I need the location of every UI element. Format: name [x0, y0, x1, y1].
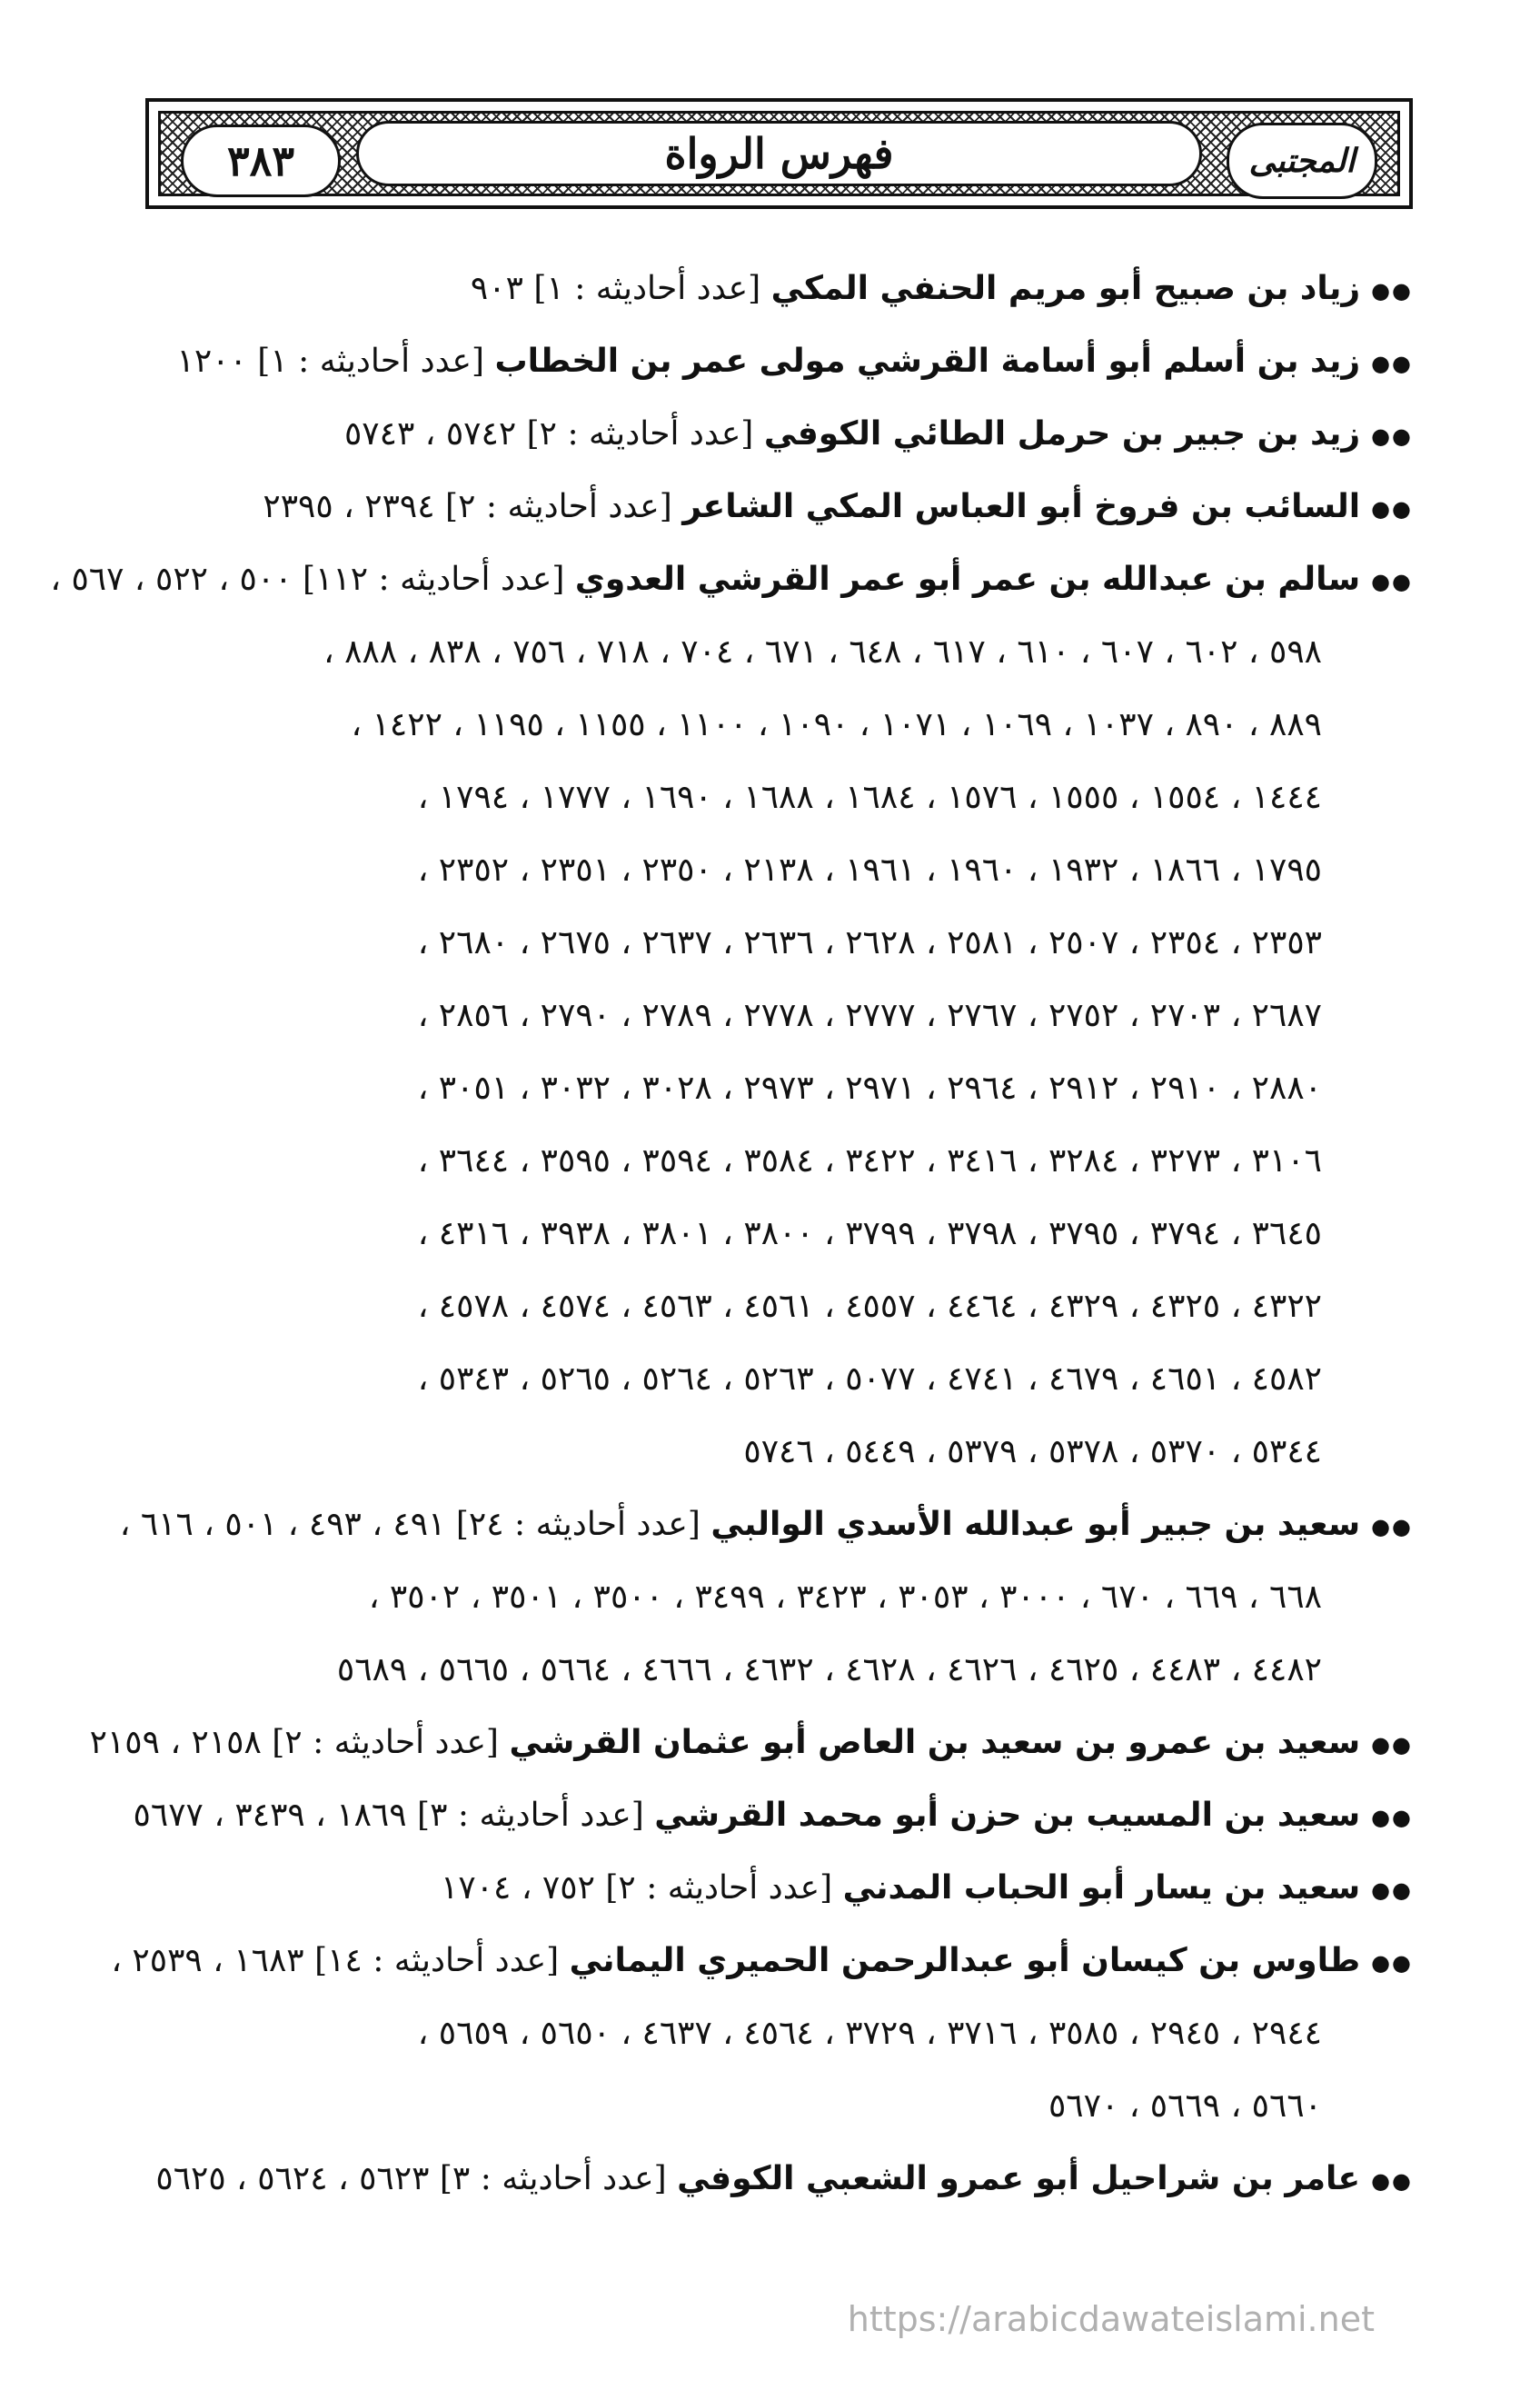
hadith-numbers: ٥٦٢٣ ، ٥٦٢٤ ، ٥٦٢٥ — [155, 2160, 430, 2197]
bullet-icon: ●● — [1371, 2168, 1413, 2194]
continuation-line: ٤٣٢٢ ، ٤٣٢٥ ، ٤٣٢٩ ، ٤٤٦٤ ، ٤٥٥٧ ، ٤٥٦١ ، ٤٥٦٣ ، ٤٥٧٤ ، ٤٥٧٨ ، — [417, 1288, 1322, 1325]
hadith-count: [عدد أحاديثه : ١١٢] — [303, 561, 565, 598]
continuation-line: ٢٨٨٠ ، ٢٩١٠ ، ٢٩١٢ ، ٢٩٦٤ ، ٢٩٧١ ، ٢٩٧٣ ، ٣٠٢٨ ، ٣٠٣٢ ، ٣٠٥١ ، — [417, 1070, 1322, 1107]
hadith-numbers: ١٦٨٣ ، ٢٥٣٩ ، — [111, 1942, 304, 1979]
bullet-icon: ●● — [1371, 423, 1413, 449]
narrator-name: سعيد بن عمرو بن سعيد بن العاص أبو عثمان القرشي — [509, 1724, 1361, 1761]
entry-line — [145, 2143, 1413, 2216]
hadith-numbers: ٢١٥٨ ، ٢١٥٩ — [89, 1724, 262, 1761]
entry-line — [133, 1779, 1413, 1852]
continuation-line: ٣٦٤٥ ، ٣٧٩٤ ، ٣٧٩٥ ، ٣٧٩٨ ، ٣٧٩٩ ، ٣٨٠٠ ، ٣٨٠١ ، ٣٩٣٨ ، ٤٣١٦ ، — [417, 1215, 1322, 1252]
bullet-icon: ●● — [1371, 1514, 1413, 1539]
entry-line — [89, 1707, 1413, 1779]
entry-line — [145, 253, 1413, 325]
bullet-icon: ●● — [1371, 1877, 1413, 1903]
entry-line — [119, 1489, 1413, 1561]
entry-line — [145, 325, 1413, 398]
narrators-index — [50, 253, 1413, 2216]
continuation-line: ٥٩٨ ، ٦٠٢ ، ٦٠٧ ، ٦١٠ ، ٦١٧ ، ٦٤٨ ، ٦٧١ ، ٧٠٤ ، ٧١٨ ، ٧٥٦ ، ٨٣٨ ، ٨٨٨ ، — [323, 633, 1322, 671]
continuation-line: ٤٥٨٢ ، ٤٦٥١ ، ٤٦٧٩ ، ٤٧٤١ ، ٥٠٧٧ ، ٥٢٦٣ ، ٥٢٦٤ ، ٥٢٦٥ ، ٥٣٤٣ ، — [417, 1360, 1322, 1398]
bullet-icon: ●● — [1371, 1805, 1413, 1830]
continuation-line: ٣١٠٦ ، ٣٢٧٣ ، ٣٢٨٤ ، ٣٤١٦ ، ٣٤٢٢ ، ٣٥٨٤ ، ٣٥٩٤ ، ٣٥٩٥ ، ٣٦٤٤ ، — [417, 1142, 1322, 1180]
bullet-icon: ●● — [1371, 1732, 1413, 1758]
hadith-numbers: ٢٣٩٤ ، ٢٣٩٥ — [263, 488, 435, 525]
continuation-line: ٢٣٥٣ ، ٢٣٥٤ ، ٢٥٠٧ ، ٢٥٨١ ، ٢٦٢٨ ، ٢٦٣٦ ، ٢٦٣٧ ، ٢٦٧٥ ، ٢٦٨٠ ، — [417, 924, 1322, 961]
entry-line — [145, 471, 1413, 543]
hadith-numbers: ٧٥٢ ، ١٧٠٤ — [441, 1869, 595, 1907]
continuation-line: ٥٣٤٤ ، ٥٣٧٠ ، ٥٣٧٨ ، ٥٣٧٩ ، ٥٤٤٩ ، ٥٧٤٦ — [743, 1433, 1322, 1470]
entry-line — [145, 1852, 1413, 1925]
bullet-icon: ●● — [1371, 496, 1413, 522]
hadith-numbers: ٩٠٣ — [470, 270, 523, 307]
narrator-entry — [133, 1779, 1413, 1852]
hadith-count: [عدد أحاديثه : ٢] — [272, 1724, 499, 1761]
narrator-entry — [145, 253, 1413, 325]
source-watermark: https://arabicdawateislami.net — [847, 2299, 1375, 2339]
book-logo — [1227, 123, 1377, 199]
hadith-count: [عدد أحاديثه : ٣] — [417, 1797, 644, 1834]
hadith-count: [عدد أحاديثه : ٢] — [445, 488, 672, 525]
hadith-numbers: ٥٠٠ ، ٥٢٢ ، ٥٦٧ ، — [50, 561, 293, 598]
narrator-entry — [111, 1925, 1413, 2143]
narrator-name: زيد بن أسلم أبو أسامة القرشي مولى عمر بن الخطاب — [494, 343, 1361, 380]
book-logo-text: المجتبى — [1248, 142, 1356, 180]
narrator-name: سعيد بن يسار أبو الحباب المدني — [842, 1869, 1361, 1907]
entry-line — [145, 398, 1413, 471]
entry-line — [50, 543, 1413, 616]
narrator-entry — [89, 1707, 1413, 1779]
narrator-name: زيد بن جبير بن حرمل الطائي الكوفي — [763, 415, 1361, 453]
continuation-line: ٢٦٨٧ ، ٢٧٠٣ ، ٢٧٥٢ ، ٢٧٦٧ ، ٢٧٧٧ ، ٢٧٧٨ ، ٢٧٨٩ ، ٢٧٩٠ ، ٢٨٥٦ ، — [417, 997, 1322, 1034]
narrator-name: السائب بن فروخ أبو العباس المكي الشاعر — [682, 488, 1361, 525]
narrator-entry — [145, 1852, 1413, 1925]
bullet-icon: ●● — [1371, 1950, 1413, 1976]
hadith-count: [عدد أحاديثه : ١] — [257, 343, 485, 380]
continuation-line: ٢٩٤٤ ، ٢٩٤٥ ، ٣٥٨٥ ، ٣٧١٦ ، ٣٧٢٩ ، ٤٥٦٤ ، ٤٦٣٧ ، ٥٦٥٠ ، ٥٦٥٩ ، — [417, 2015, 1322, 2052]
hadith-numbers: ١٢٠٠ — [176, 343, 247, 380]
bullet-icon: ●● — [1371, 278, 1413, 304]
page-number: ٣٨٣ — [181, 124, 341, 197]
narrator-name: طاوس بن كيسان أبو عبدالرحمن الحميري اليماني — [569, 1942, 1361, 1979]
narrator-name: سالم بن عبدالله بن عمر أبو عمر القرشي العدوي — [574, 561, 1361, 598]
hadith-count: [عدد أحاديثه : ١] — [533, 270, 761, 307]
hadith-numbers: ٥٧٤٢ ، ٥٧٤٣ — [343, 415, 517, 453]
header-ornament — [158, 111, 1400, 196]
hadith-count: [عدد أحاديثه : ١٤] — [314, 1942, 560, 1979]
narrator-name: سعيد بن جبير أبو عبدالله الأسدي الوالبي — [710, 1506, 1361, 1543]
narrator-entry — [50, 543, 1413, 1489]
page-title: فهرس الرواة — [664, 129, 894, 178]
narrator-entry — [145, 325, 1413, 398]
hadith-count: [عدد أحاديثه : ٣] — [439, 2160, 667, 2197]
entry-line — [111, 1925, 1413, 1997]
hadith-numbers: ٤٩١ ، ٤٩٣ ، ٥٠١ ، ٦١٦ ، — [119, 1506, 446, 1543]
continuation-line: ١٤٤٤ ، ١٥٥٤ ، ١٥٥٥ ، ١٥٧٦ ، ١٦٨٤ ، ١٦٨٨ ، ١٦٩٠ ، ١٧٧٧ ، ١٧٩٤ ، — [417, 779, 1322, 816]
narrator-name: زياد بن صبيح أبو مريم الحنفي المكي — [770, 270, 1361, 307]
continuation-line: ٤٤٨٢ ، ٤٤٨٣ ، ٤٦٢٥ ، ٤٦٢٦ ، ٤٦٢٨ ، ٤٦٣٢ ، ٤٦٦٦ ، ٥٦٦٤ ، ٥٦٦٥ ، ٥٦٨٩ — [336, 1651, 1322, 1688]
narrator-name: سعيد بن المسيب بن حزن أبو محمد القرشي — [654, 1797, 1361, 1834]
narrator-name: عامر بن شراحيل أبو عمرو الشعبي الكوفي — [677, 2160, 1361, 2197]
continuation-line: ٥٦٦٠ ، ٥٦٦٩ ، ٥٦٧٠ — [1048, 2087, 1322, 2125]
bullet-icon: ●● — [1371, 569, 1413, 594]
hadith-numbers: ١٨٦٩ ، ٣٤٣٩ ، ٥٦٧٧ — [133, 1797, 407, 1834]
hadith-count: [عدد أحاديثه : ٢٤] — [455, 1506, 700, 1543]
narrator-entry — [145, 2143, 1413, 2216]
narrator-entry — [119, 1489, 1413, 1707]
narrator-entry — [145, 471, 1413, 543]
continuation-line: ١٧٩٥ ، ١٨٦٦ ، ١٩٣٢ ، ١٩٦٠ ، ١٩٦١ ، ٢١٣٨ ، ٢٣٥٠ ، ٢٣٥١ ، ٢٣٥٢ ، — [417, 851, 1322, 889]
continuation-line: ٨٨٩ ، ٨٩٠ ، ١٠٣٧ ، ١٠٦٩ ، ١٠٧١ ، ١٠٩٠ ، ١١٠٠ ، ١١٥٥ ، ١١٩٥ ، ١٤٢٢ ، — [351, 706, 1322, 743]
bullet-icon: ●● — [1371, 351, 1413, 376]
title-cartouche — [356, 121, 1202, 186]
hadith-count: [عدد أحاديثه : ٢] — [605, 1869, 833, 1907]
narrator-entry — [145, 398, 1413, 471]
continuation-line: ٦٦٨ ، ٦٦٩ ، ٦٧٠ ، ٣٠٠٠ ، ٣٠٥٣ ، ٣٤٢٣ ، ٣٤٩٩ ، ٣٥٠٠ ، ٣٥٠١ ، ٣٥٠٢ ، — [368, 1578, 1322, 1616]
hadith-count: [عدد أحاديثه : ٢] — [526, 415, 754, 453]
page-header — [145, 98, 1413, 209]
